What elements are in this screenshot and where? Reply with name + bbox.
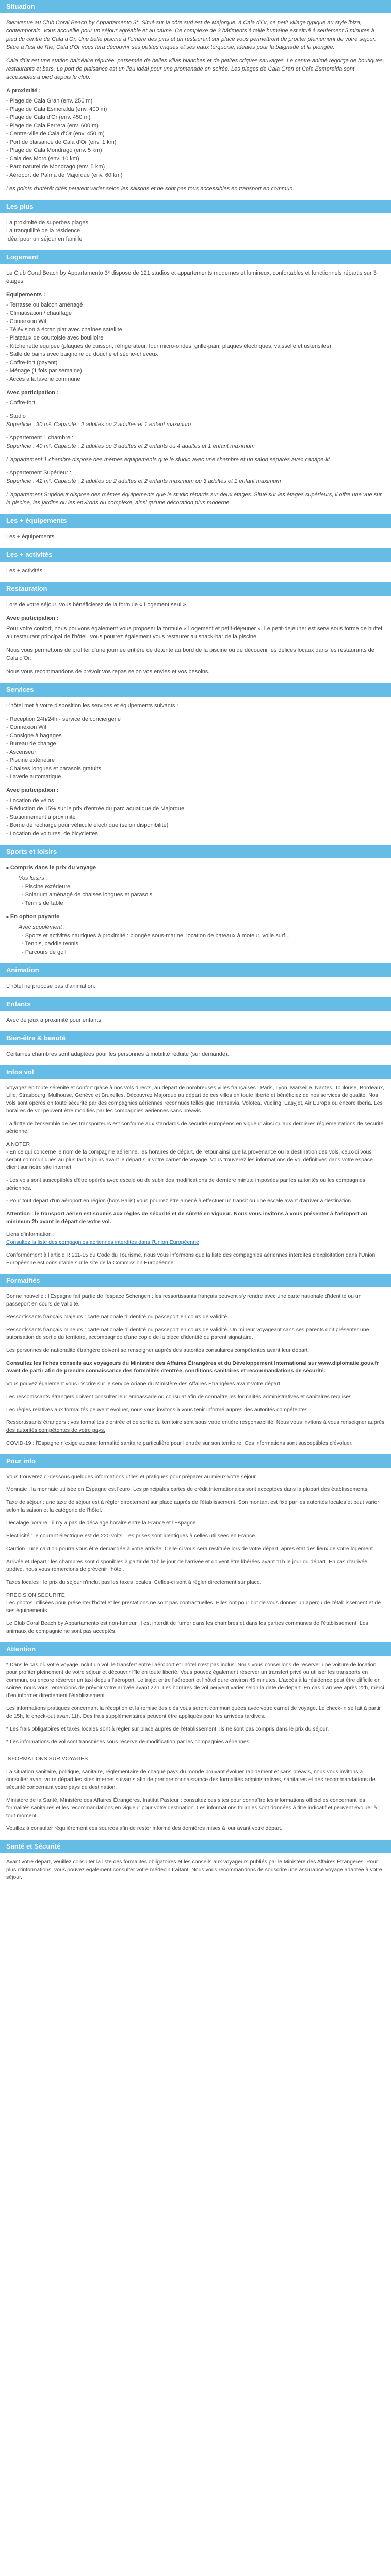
list-item: - Coffre-fort (payant) <box>6 360 58 366</box>
room-type-desc: Superficie : 40 m². Capacité : 2 adultes ou 3 adultes et 2 enfants ou 4 adultes et 1 enfant maximum <box>6 443 255 449</box>
attention-text: La situation sanitaire, politique, sanitaire, réglementaire de chaque pays du monde pouvant évoluer rapidement et sans préavis, nous vous invitons à consulter avant votre départ les sites internet suivants afin de prendre connaissance des formalités administratives, sanitaires et des recommandations de sécurité concernant votre pays de destination. <box>6 1769 376 1790</box>
pour-info-text: Caution : une caution pourra vous être demandée à votre arrivée. Celle-ci vous sera restituée lors de votre départ, après état des lieux de votre logement. <box>6 1546 374 1552</box>
section-services <box>0 702 391 838</box>
infos-warning: Attention : le transport aérien est soumis aux règles de sécurité et de sûreté en vigueur. Nous vous invitons à vous présenter à l'aéroport au minimum 2h avant le départ de votre vol. <box>6 1211 367 1225</box>
room-type <box>6 412 385 429</box>
formalites-text: COVID-19 : l'Espagne n'exige aucune formalité sanitaire particulière pour l'entrée sur son territoire. Ces informations sont susceptibles d'évoluer. <box>6 1440 353 1446</box>
list-item: - Tennis, paddle tennis <box>22 941 78 947</box>
section-equipements <box>0 533 391 541</box>
pour-info-text: Taxe de séjour : une taxe de séjour est à régler directement sur place auprès de l'établissement. Son montant est fixé par les autorités locales et peut varier selon la saison et la catégorie de l'hôtel. <box>6 1499 379 1513</box>
restauration-paid-text: Pour votre confort, nous pouvons également vous proposer la formule « Logement et petit-déjeuner ». Le petit-déjeuner est servi sous forme de buffet au restaurant principal de l'hôtel. Vous pourrez également vous restaurer au snack-bar de la piscine. <box>6 625 383 640</box>
services-list <box>6 715 385 781</box>
room-type-name: - Appartement Supérieur : <box>6 470 71 476</box>
sports-option-list <box>6 931 385 956</box>
infos-text: - Les vols sont susceptibles d'être opérés avec escale ou de subir des modifications de dernière minute imposées par les autorités ou les compagnies aériennes. <box>6 1177 365 1191</box>
attention-text: Les informations pratiques concernant la réception et la remise des clés vous seront communiquées avec votre carnet de voyage. Le check-in se fait à partir de 15h, le check-out avant 11h. Des frais supplémentaires peuvent être appliqués pour les arrivées tardives. <box>6 1705 381 1719</box>
formalites-text: Bonne nouvelle : l'Espagne fait partie de l'espace Schengen : les ressortissants français peuvent s'y rendre avec une carte nationale d'identité ou un passeport en cours de validité. <box>6 1293 362 1307</box>
list-item: - Ménage (1 fois par semaine) <box>6 368 82 374</box>
infos-text: - Pour tout départ d'un aéroport en région (hors Paris) vous pourrez être amené à effectuer un transit ou une escale avant d'arriver à destination. <box>6 1198 352 1204</box>
list-item: La tranquillité de la résidence <box>6 228 80 234</box>
infos-links-label: Liens d'information : <box>6 1231 55 1238</box>
list-item: - Piscine extérieure <box>6 757 55 764</box>
list-item: - Piscine extérieure <box>22 884 71 890</box>
formalites-text: Les ressortissants étrangers doivent consulter leur ambassade ou consulat afin de connaître les formalités administratives et sanitaires requises. <box>6 1394 353 1400</box>
formalites-text: Les personnes de nationalité étrangère doivent se renseigner auprès des autorités consulaires compétentes avant leur départ. <box>6 1347 309 1353</box>
distances-label: A proximité : <box>6 88 41 94</box>
sports-option-sub: Avec supplément : <box>19 924 66 930</box>
services-intro: L'hôtel met à votre disposition les services et équipements suivants : <box>6 703 178 709</box>
pour-info-text: Vous trouverez ci-dessous quelques informations utiles et pratiques pour préparer au mieux votre séjour. <box>6 1473 257 1480</box>
room-type-desc: Superficie : 42 m². Capacité : 2 adultes ou 2 adultes et 2 enfants maximum ou 3 adultes et 1 enfant maximum <box>6 478 281 484</box>
room-type <box>6 455 385 464</box>
infos-text: Voyagez en toute sérénité et confort grâce à nos vols directs, au départ de nombreuses villes françaises : Paris, Lyon, Marseille, Nantes, Toulouse, Bordeaux, Lille, Strasbourg, Mulhouse, Genève et Bruxelles. Découvrez Majorque au départ de ces villes en toute liberté et bénéficiez de nos services de qualité. Nos vols sont opérés en toute sécurité par des compagnies aériennes reconnues telles que Transavia, Volotea, Vueling, Easyjet, Air Europa ou encore Iberia. Les horaires de vol peuvent être modifiés par les compagnies aériennes sans préavis. <box>6 1084 385 1114</box>
section-header-plus: Les plus <box>0 200 391 213</box>
sports-option-label <box>6 912 385 921</box>
paid-options-list <box>6 399 385 407</box>
equipment-label: Equipements : <box>6 292 45 298</box>
list-item: - Port de plaisance de Cala d'Or (env. 1 km) <box>6 139 117 145</box>
section-header-enfants: Enfants <box>0 997 391 1011</box>
list-item: - Borne de recharge pour véhicule électrique (selon disponibilité) <box>6 822 169 828</box>
infos-note-label: A NOTER : <box>6 1141 33 1147</box>
pour-info-text: Les photos utilisées pour présenter l'hôtel et les prestations ne sont pas contractuelles. Elles ont pour but de vous donner un aperçu de l'établissement et de ses équipements. <box>6 1600 381 1614</box>
room-type-desc: Superficie : 30 m². Capacité : 2 adultes ou 2 adultes et 1 enfant maximum <box>6 421 191 428</box>
sports-included-list <box>6 883 385 907</box>
restauration-note: Nous vous recommandons de prévoir vos repas selon vos envies et vos besoins. <box>6 669 210 675</box>
room-type-desc: L'appartement Supérieur dispose des mêmes équipements que le studio répartis sur deux étages. Situé sur les étages supérieurs, il offre une vue sur la piscine, les jardins ou les environs du complexe, ainsi qu'une décoration plus moderne. <box>6 492 382 506</box>
pour-info-text: Taxes locales : le prix du séjour n'inclut pas les taxes locales. Celles-ci sont à régler directement sur place. <box>6 1579 262 1585</box>
list-item: - Kitchenette équipée (plaques de cuisson, réfrigérateur, four micro-ondes, grille-pain, plaques électriques, vaisselle et ustensiles) <box>6 343 331 349</box>
list-item: - Plage de Cala Mondragó (env. 5 km) <box>6 147 102 154</box>
section-header-situation: Situation <box>0 0 391 13</box>
section-activites <box>0 567 391 575</box>
section-header-pour-info: Pour info <box>0 1454 391 1468</box>
list-item: - Réception 24h/24h - service de conciergerie <box>6 716 121 722</box>
section-header-attention: Attention <box>0 1642 391 1656</box>
list-item: Idéal pour un séjour en famille <box>6 236 83 242</box>
restauration-intro: Lors de votre séjour, vous bénéficierez de la formule « Logement seul ». <box>6 602 188 608</box>
section-plus <box>0 218 391 243</box>
situation-note: Les points d'intérêt cités peuvent varier selon les saisons et ne sont pas tous accessibles en transport en commun. <box>6 185 295 192</box>
pour-info-text: Monnaie : la monnaie utilisée en Espagne est l'euro. Les principales cartes de crédit internationales sont acceptées dans la plupart des établissements. <box>6 1486 369 1493</box>
section-logement <box>0 269 391 507</box>
attention-text: * Les frais obligatoires et taxes locales sont à régler sur place auprès de l'établissement. Ils ne sont pas compris dans le prix du séjour. <box>6 1726 329 1732</box>
room-type <box>6 469 385 485</box>
room-type <box>6 490 385 507</box>
animation-text: L'hôtel ne propose pas d'animation. <box>6 983 95 989</box>
list-item: - Plage de Cala Gran (env. 250 m) <box>6 98 93 104</box>
list-item: - Terrasse ou balcon aménagé <box>6 302 83 308</box>
activites-item: Les + activités <box>6 568 43 574</box>
services-paid-list <box>6 796 385 838</box>
restauration-paid-label: Avec participation : <box>6 615 59 621</box>
list-item: - Location de voitures, de bicyclettes <box>6 831 98 837</box>
formalites-text: Vous pouvez également vous inscrire sur le service Ariane du Ministère des Affaires Étrangères avant votre départ. <box>6 1381 282 1387</box>
distances-list <box>6 97 385 179</box>
section-header-bien-etre: Bien-être & beauté <box>0 1031 391 1045</box>
equipements-item: Les + équipements <box>6 534 55 540</box>
list-item: - Stationnement à proximité <box>6 814 76 820</box>
section-header-equipements: Les + équipements <box>0 514 391 528</box>
plus-list <box>6 218 385 243</box>
section-header-formalites: Formalités <box>0 1274 391 1287</box>
list-item: - Location de vélos <box>6 798 54 804</box>
pour-info-text: Arrivée et départ : les chambres sont disponibles à partir de 15h le jour de l'arrivée et doivent être libérées avant 11h le jour du départ. En cas d'arrivée tardive, nous vous remercions de prévenir l'hôtel. <box>6 1558 368 1572</box>
list-item: - Plage de Cala d'Or (env. 450 m) <box>6 114 91 121</box>
sports-included-label <box>6 863 385 872</box>
formalites-underlined: Ressortissants étrangers : vos formalités d'entrée et de sortie du territoire sont sous votre entière responsabilité. Nous vous invitons à vous renseigner auprès des autorités compétentes de votre pays. <box>6 1419 385 1433</box>
attention-text: Veuillez à consulter régulièrement ces sources afin de rester informé des dernières mises à jour avant votre départ. <box>6 1825 283 1832</box>
sante-text: Avant votre départ, veuillez consulter la liste des formalités obligatoires et les conseils aux voyageurs publiés par le Ministère des Affaires Étrangères. Pour plus d'informations, vous pouvez également consulter votre médecin traitant. Nous vous recommandons de souscrire une assurance voyage adaptée à votre séjour. <box>6 1859 382 1880</box>
list-item: - Salle de bains avec baignoire ou douche et sèche-cheveux <box>6 351 158 358</box>
situation-description: Cala d'Or est une station balnéaire réputée, parsemée de belles villas blanches et de petites criques sauvages. Le centre animé regorge de boutiques, restaurants et bars. Le port de plaisance est un lieu idéal pour une promenade en soirée. Les plages de Cala Gran et Cala Esmeralda sont accessibles à pied depuis le club. <box>6 58 384 80</box>
section-header-logement: Logement <box>0 250 391 264</box>
list-item: - Télévision à écran plat avec chaînes satellite <box>6 327 122 333</box>
list-item: - Centre-ville de Cala d'Or (env. 450 m) <box>6 131 105 137</box>
list-item: - Solarium aménagé de chaises longues et parasols <box>22 892 153 898</box>
list-item: - Coffre-fort <box>6 400 36 406</box>
situation-intro: Bienvenue au Club Coral Beach by Appartamento 3*. Situé sur la côte sud est de Majorque, à Cala d'Or, ce petit village typique au style ibiza, contemporain, vous accueille pour un séjour agréable et au calme. Ce complexe de 3 bâtiments à taille humaine est situé à seulement 5 minutes à pied du centre de Cala d'Or. Une belle piscine à l'ombre des pins et un restaurant sur place vous permettront de profiter pleinement de votre séjour. Situé à l'est de l'île, Cala d'Or vous fera découvrir ses petites criques et ses eaux turquoise, idéales pour la baignade et la plongée. <box>6 20 376 50</box>
attention-text: Ministère de la Santé, Ministère des Affaires Étrangères, Institut Pasteur : consultez ces sites pour connaître les informations officielles concernant les formalités sanitaires et les recommandations en vigueur pour votre destination. Les informations fournies sont données à titre indicatif et peuvent évoluer à tout moment. <box>6 1797 377 1819</box>
list-item: - Plateaux de courtoisie avec bouilloire <box>6 335 104 341</box>
sports-option-text: En option payante <box>10 913 60 920</box>
pour-info-text: Décalage horaire : il n'y a pas de décalage horaire entre la France et l'Espagne. <box>6 1520 198 1526</box>
room-type-name: - Studio : <box>6 413 29 419</box>
list-item: - Climatisation / chauffage <box>6 310 72 316</box>
list-item: - Bureau de change <box>6 741 56 747</box>
section-bien-etre <box>0 1050 391 1058</box>
list-item: - Plage de Cala Esmeralda (env. 400 m) <box>6 106 107 112</box>
room-type-name: - Appartement 1 chambre : <box>6 435 74 441</box>
logement-intro: Le Club Coral Beach by Appartamento 3* dispose de 121 studios et appartements modernes et lumineux, confortables et fonctionnels répartis sur 3 étages. <box>6 270 377 284</box>
equipment-list <box>6 301 385 383</box>
section-header-restauration: Restauration <box>0 582 391 596</box>
enfants-text: Avec de jeux à proximité pour enfants. <box>6 1017 103 1023</box>
sports-included-text: Compris dans le prix du voyage <box>10 865 96 871</box>
attention-subheading: INFORMATIONS SUR VOYAGES <box>6 1756 88 1762</box>
section-header-sports: Sports et loisirs <box>0 845 391 858</box>
square-bullet-icon: ■ <box>6 866 9 870</box>
formalites-text: Ressortissants français majeurs : carte nationale d'identité ou passeport en cours de validité. <box>6 1314 229 1320</box>
list-item: - Laverie automatique <box>6 774 61 780</box>
section-header-sante: Santé et Sécurité <box>0 1840 391 1853</box>
pour-info-text: Le Club Coral Beach by Appartamento est non-fumeur. Il est interdit de fumer dans les chambres et dans les parties communes de l'établissement. Les animaux de compagnie ne sont pas acceptés. <box>6 1620 368 1634</box>
list-item: - Connexion Wifi <box>6 318 48 325</box>
services-paid-label: Avec participation : <box>6 787 59 793</box>
list-item: - Ascenseur <box>6 749 37 755</box>
sports-included-sub: Vos loisirs : <box>19 875 47 882</box>
section-restauration <box>0 601 391 676</box>
section-animation <box>0 982 391 990</box>
section-header-activites: Les + activités <box>0 548 391 562</box>
list-item: - Connexion Wifi <box>6 724 48 731</box>
section-sports <box>0 863 391 956</box>
infos-text: La flotte de l'ensemble de ces transporteurs est conforme aux standards de sécurité européens en vigueur ainsi qu'aux dernières réglementations de sécurité aérienne. <box>6 1121 384 1134</box>
infos-text: Conformément à l'article R.211-15 du Code du Tourisme, nous vous informons que la liste des compagnies aériennes interdites d'exploitation dans l'Union Européenne est consultable sur le site de la Commission Européenne. <box>6 1252 376 1266</box>
section-header-services: Services <box>0 683 391 697</box>
paid-options-label: Avec participation : <box>6 389 59 396</box>
list-item: - Accès à la laverie commune <box>6 376 80 382</box>
attention-text: * Dans le cas où votre voyage inclut un vol, le transfert entre l'aéroport et l'hôtel n'est pas inclus. Nous vous conseillons de réserver une voiture de location pour profiter pleinement de votre séjour et découvrir l'île en toute liberté. Vous pouvez également réserver un transfert privé ou utiliser les transports en commun, ou encore réserver un taxi depuis l'aéroport. Le trajet entre l'aéroport et l'hôtel dure environ 45 minutes. L'accès à la résidence peut être difficile en soirée, nous vous remercions de prévoir votre arrivée avant 22h. Les horaires de vol peuvent varier selon la date de départ. En cas d'arrivée après 22h, merci d'en informer directement l'établissement. <box>6 1662 384 1699</box>
section-sante <box>0 1858 391 1882</box>
pour-info-text: Électricité : le courant électrique est de 220 volts. Les prises sont identiques à celles utilisées en France. <box>6 1533 257 1539</box>
list-item: - Parc naturel de Mondragó (env. 5 km) <box>6 164 105 170</box>
bien-etre-text: Certaines chambres sont adaptées pour les personnes à mobilité réduite (sur demande). <box>6 1051 229 1057</box>
restauration-text: Nous vous permettons de profiter d'une journée entière de détente au bord de la piscine ou de découvrir les délices locaux dans les restaurants de Cala d'Or. <box>6 647 374 662</box>
list-item: - Plage de Cala Ferrera (env. 600 m) <box>6 123 99 129</box>
square-bullet-icon: ■ <box>6 914 9 919</box>
section-header-animation: Animation <box>0 963 391 977</box>
list-item: - Cala des Moro (env. 10 km) <box>6 156 79 162</box>
list-item: - Sports et activités nautiques à proximité : plongée sous-marine, location de bateaux à moteur, voile surf... <box>22 933 290 939</box>
section-infos-vol <box>0 1084 391 1267</box>
list-item: - Aéroport de Palma de Majorque (env. 60 km) <box>6 172 123 178</box>
section-enfants <box>0 1016 391 1024</box>
formalites-text: Les règles relatives aux formalités peuvent évoluer, nous vous invitons à vous tenir informé auprès des autorités compétentes. <box>6 1406 309 1413</box>
attention-text: * Les informations de vol sont transmises sous réserve de modification par les compagnies aériennes. <box>6 1739 251 1745</box>
section-header-infos-vol: Infos vol <box>0 1065 391 1079</box>
list-item: - Consigne à bagages <box>6 733 62 739</box>
section-attention <box>0 1661 391 1833</box>
formalites-emphasis: Consultez les fiches conseils aux voyageurs du Ministère des Affaires Étrangères et du Développement International sur www.diplomatie.gouv.fr avant de partir afin de prendre connaissance des formalités d'entrée, conditions sanitaires et recommandations de sécurité. <box>6 1360 379 1374</box>
banned-airlines-link[interactable]: Consultez la liste des compagnies aériennes interdites dans l'Union Européenne <box>6 1239 199 1245</box>
room-type-desc: L'appartement 1 chambre dispose des mêmes équipements que le studio avec une chambre et un salon séparés avec canapé-lit. <box>6 456 332 463</box>
infos-text: - En ce qui concerne le nom de la compagnie aérienne, les horaires de départ, de retour ainsi que la provenance ou la destination des vols, ceux-ci vous seront communiqués au plus tard 8 jours avant le départ sur votre carnet de voyage. Vous trouverez les informations de vol définitives dans votre espace client sur notre site internet. <box>6 1149 373 1171</box>
section-situation <box>0 19 391 193</box>
pour-info-subheading: PRÉCISION SÉCURITÉ <box>6 1592 65 1598</box>
room-type <box>6 434 385 450</box>
list-item: La proximité de superbes plages <box>6 219 88 226</box>
list-item: - Réduction de 15% sur le prix d'entrée du parc aquatique de Majorque <box>6 806 185 812</box>
list-item: - Tennis de table <box>22 900 63 906</box>
section-formalites <box>0 1293 391 1447</box>
list-item: - Parcours de golf <box>22 949 67 955</box>
list-item: - Chaises longues et parasols gratuits <box>6 766 102 772</box>
formalites-text: Ressortissants français mineurs : carte nationale d'identité ou passeport en cours de validité. Un mineur voyageant sans ses parents doit présenter une autorisation de sortie du territoire, accompagnée d'une copie de la pièce d'identité du parent signataire. <box>6 1327 369 1341</box>
section-pour-info <box>0 1473 391 1635</box>
